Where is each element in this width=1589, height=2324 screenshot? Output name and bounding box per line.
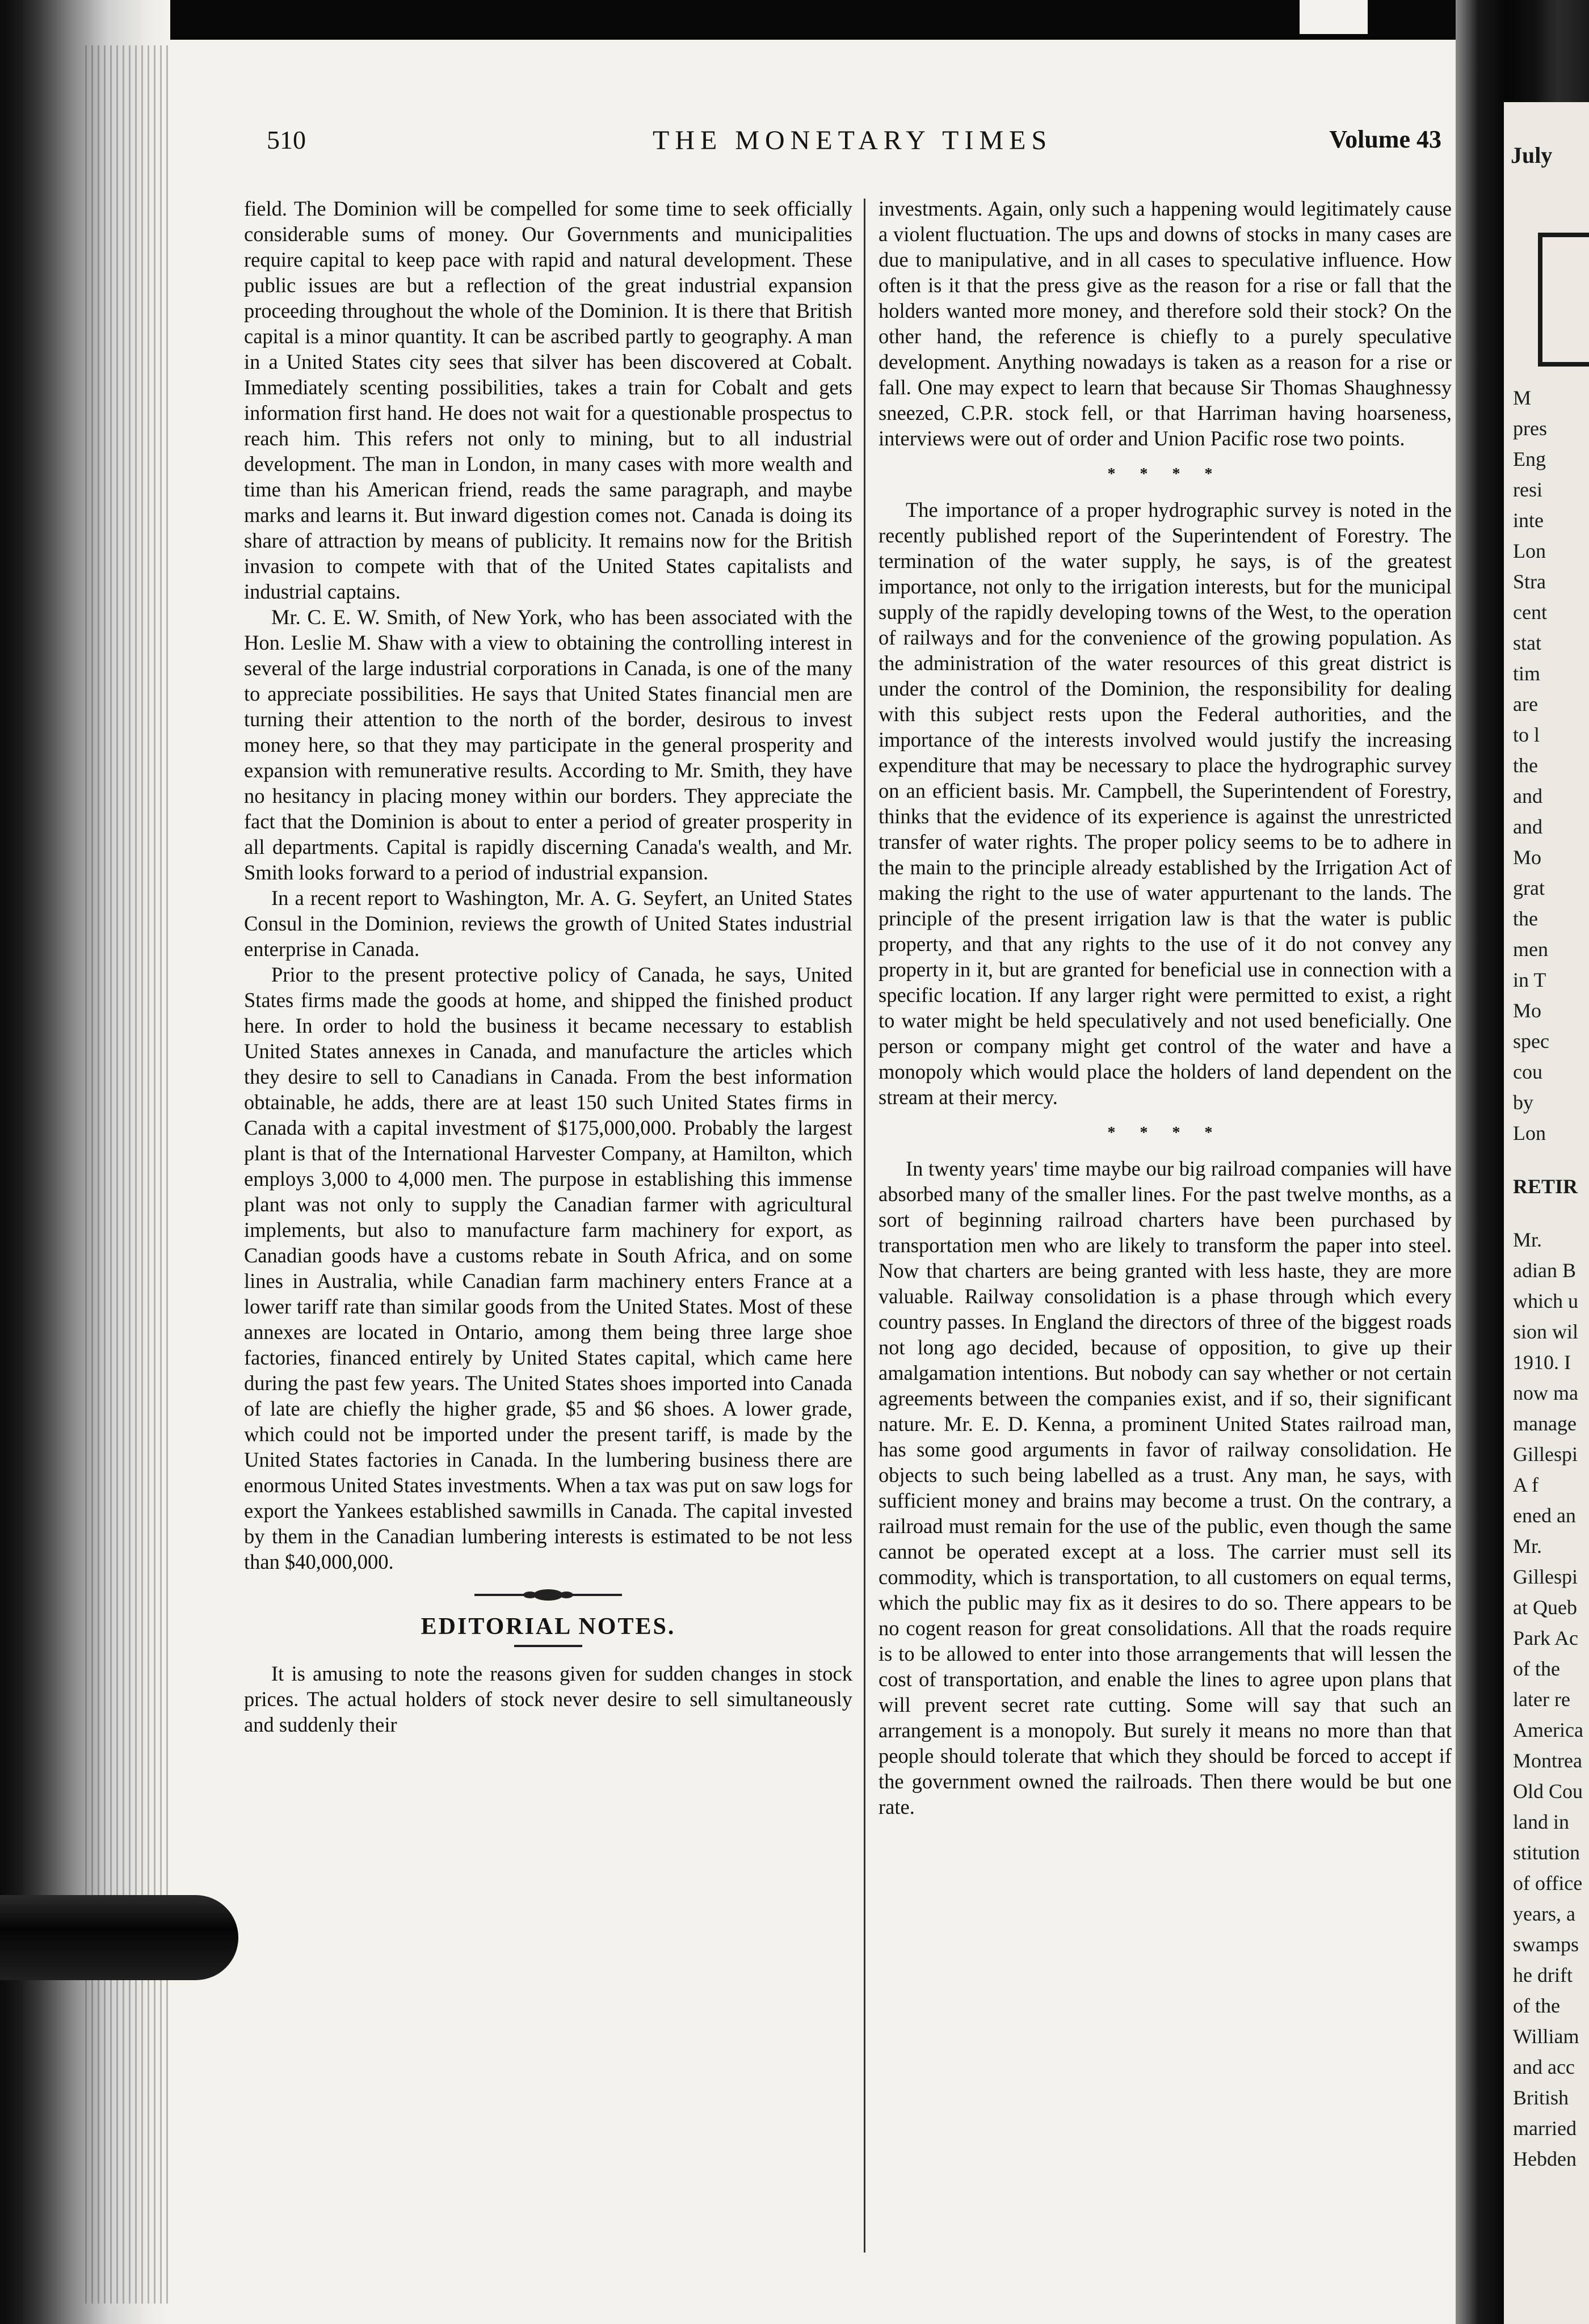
next-page-fragment: America bbox=[1513, 1719, 1583, 1741]
next-page-fragment: the bbox=[1513, 754, 1538, 777]
next-page-fragment: grat bbox=[1513, 877, 1545, 899]
next-page-fragment: of the bbox=[1513, 1994, 1560, 2017]
next-page-month: July bbox=[1511, 142, 1553, 168]
next-page-fragment: sion wil bbox=[1513, 1320, 1579, 1343]
next-page-fragment: inte bbox=[1513, 509, 1544, 532]
next-page-fragment: Hebden bbox=[1513, 2148, 1577, 2170]
next-page-fragment: which u bbox=[1513, 1290, 1578, 1312]
editorial-notes-heading: EDITORIAL NOTES. bbox=[421, 1614, 676, 1640]
next-page-box bbox=[1538, 233, 1589, 367]
next-page-fragment: he drift bbox=[1513, 1964, 1573, 1986]
next-page-fragment: of the bbox=[1513, 1657, 1560, 1680]
next-page-fragment: at Queb bbox=[1513, 1596, 1577, 1619]
next-page-fragment: stat bbox=[1513, 631, 1541, 654]
page-header bbox=[267, 125, 1453, 165]
next-page-fragment: ened an bbox=[1513, 1504, 1576, 1527]
next-page-fragment: Gillespi bbox=[1513, 1443, 1578, 1466]
section-ornament bbox=[244, 1584, 852, 1606]
next-page-fragment: spec bbox=[1513, 1030, 1549, 1052]
next-page-fragment: stitution bbox=[1513, 1841, 1580, 1864]
next-page-fragment: William bbox=[1513, 2025, 1579, 2048]
next-page-fragment: are bbox=[1513, 693, 1538, 715]
next-page-fragment: later re bbox=[1513, 1688, 1570, 1711]
next-page-fragment: manage bbox=[1513, 1412, 1577, 1435]
bookmark-ribbon bbox=[0, 1895, 238, 1980]
article-paragraph: In twenty years' time maybe our big railroad companies will have absorbed many of the smaller lines. For the past twelve months, as a sort of beginning railroad charters have been purchased by transportation men who are likely to transform the paper into steel. Now that charters are being granted with less haste, they are more valuable. Railway consolidation is a phase through which every country passes. In England the directors of three of the biggest roads not long ago decided, because of opposition, to give up their amalgamation intentions. But nobody can say whether or not certain agreements between the companies exist, and if so, their significant nature. Mr. E. D. Kenna, a prominent United States railroad man, has some good arguments in favor of railway consolidation. He objects to such being labelled as a trust. Any man, he says, with sufficient money and brains may become a trust. On the contrary, a railroad must remain for the use of the public, even though the same cannot be operated except at a loss. The carrier must sell its commodity, which is transportation, to all customers on equal terms, which the public may fix as it desires to do so. There appears to be no cogent reason for great consolidations. All that the roads require is to be allowed to enter into those arrangements that will lessen the cost of transportation, and enable the lines to agree upon plans that will prevent secret rate cutting. Some will say that such an arrangement is a monopoly. But surely it means no more than that people should tolerate that which they should be forced to accept if the government owned the railroads. Then there would be but one rate. bbox=[878, 1157, 1452, 1818]
article-paragraph: field. The Dominion will be compelled for some time to seek officially considerable sums of money. Our Governments and municipalities require capital to keep pace with rapid and natural development. These public issues are but a reflection of the great industrial expansion proceeding throughout the whole of the Dominion. It is there that British capital is a minor quantity. It can be ascribed partly to geography. A man in a United States city sees that silver has been discovered at Cobalt. Immediately scenting possibilities, takes a train for Cobalt and gets information first hand. He does not wait for a questionable prospectus to reach him. This refers not only to mining, but to all industrial development. The man in London, in many cases with more wealth and time than his American friend, reads the same paragraph, and maybe marks and learns it. But inward digestion comes not. Canada is doing its share of attraction by means of publicity. It remains now for the British invasion to compete with that of the United States capitalists and industrial captains. bbox=[244, 197, 852, 603]
article-paragraph: investments. Again, only such a happening would legitimately cause a violent fluctuation. The ups and downs of stocks in many cases are due to manipulative, and in all cases to speculative influence. How often is it that the press give as the reason for a rise or fall that the holders wanted more money, and therefore sold their stock? On the other hand, the reference is chiefly to a purely speculative development. Anything nowadays is taken as a reason for a rise or fall. One may expect to learn that because Sir Thomas Shaughnessy sneezed, C.P.R. stock fell, or that Harriman having hoarseness, interviews were out of order and Union Pacific rose two points. bbox=[878, 197, 1452, 450]
next-page-fragment: Montrea bbox=[1513, 1749, 1582, 1772]
next-page-fragment: M bbox=[1513, 386, 1532, 409]
section-separator: * * * * bbox=[1107, 465, 1223, 483]
next-page-fragment: in T bbox=[1513, 969, 1546, 991]
next-page-fragment: and bbox=[1513, 815, 1542, 838]
journal-title: THE MONETARY TIMES bbox=[653, 125, 1053, 155]
editorial-paragraph: It is amusing to note the reasons given for sudden changes in stock prices. The actual holders of stock never desire to sell simultaneously and suddenly their bbox=[244, 1662, 852, 1736]
next-page-fragment: cou bbox=[1513, 1060, 1542, 1083]
next-page-fragment: tim bbox=[1513, 662, 1541, 685]
next-page-fragment: Lon bbox=[1513, 1122, 1546, 1144]
next-page-fragment: A f bbox=[1513, 1473, 1538, 1496]
section-separator: * * * * bbox=[1107, 1124, 1223, 1142]
next-page-fragment: British bbox=[1513, 2086, 1569, 2109]
next-page-fragment: Stra bbox=[1513, 570, 1546, 593]
volume-label: Volume 43 bbox=[1329, 125, 1441, 153]
article-paragraph: Prior to the present protective policy of Canada, he says, United States firms made the goods at home, and shipped the finished product here. In order to hold the business it became necessary to establish United States annexes in Canada, and manufacture the articles which they desire to sell to Canadians in Canada. From the best information obtainable, he adds, there are at least 150 such United States firms in Canada with a capital investment of $175,000,000. Probably the largest plant is that of the International Harvester Company, at Hamilton, which employs 3,000 to 4,000 men. The purpose in establishing this immense plant was not only to supply the Canadian farmer with agricultural implements, but also to manufacture farm machinery for export, as Canadian goods have a customs rebate in South Africa, and on some lines in Australia, while Canadian farm machinery enters France at a lower tariff rate than similar goods from the United States. Most of these annexes are located in Ontario, among them being three large shoe factories, financed entirely by United States capital, which came here during the past few years. The United States shoes imported into Canada of late are chiefly the higher grade, $5 and $6 shoes. A lower grade, which could not be imported under the present tariff, is made by the United States factories in Canada. In the lumbering business there are enormous United States investments. When a tax was put on saw logs for export the Yankees established sawmills in Canada. The capital invested by them in the Canadian lumbering interests is estimated to be not less than $40,000,000. bbox=[244, 963, 852, 1573]
next-page-fragment: Mr. bbox=[1513, 1228, 1542, 1251]
next-page-fragment: Mo bbox=[1513, 846, 1542, 869]
left-column bbox=[244, 196, 852, 1737]
next-page-fragment: Mo bbox=[1513, 999, 1542, 1022]
next-page-fragment: land in bbox=[1513, 1811, 1569, 1833]
next-page-fragment: adian B bbox=[1513, 1259, 1576, 1282]
next-page-fragment: cent bbox=[1513, 601, 1547, 624]
next-page-fragment: married bbox=[1513, 2117, 1577, 2140]
column-divider bbox=[864, 199, 865, 2253]
adjacent-page-fragment bbox=[1504, 102, 1589, 2324]
next-page-fragment: RETIR bbox=[1513, 1175, 1578, 1198]
right-column bbox=[878, 196, 1452, 1820]
next-page-fragment: Mr. bbox=[1513, 1535, 1542, 1557]
next-page-fragment: now ma bbox=[1513, 1382, 1578, 1404]
next-page-fragment: and bbox=[1513, 785, 1542, 807]
page-number: 510 bbox=[267, 125, 306, 154]
next-page-fragment: Lon bbox=[1513, 540, 1546, 562]
next-page-fragment: and acc bbox=[1513, 2056, 1575, 2078]
next-page-fragment: Gillespi bbox=[1513, 1565, 1578, 1588]
article-paragraph: In a recent report to Washington, Mr. A. G. Seyfert, an United States Consul in the Dominion, reviews the growth of United States industrial enterprise in Canada. bbox=[244, 886, 852, 961]
next-page-fragment: resi bbox=[1513, 478, 1542, 501]
next-page-fragment: Old Cou bbox=[1513, 1780, 1583, 1803]
next-page-fragment: Park Ac bbox=[1513, 1627, 1578, 1649]
article-paragraph: The importance of a proper hydrographic survey is noted in the recently published report of the Superintendent of Forestry. The termination of the water supply, he says, is of the greatest importance, not only to the irrigation interests, but for the municipal supply of the rapidly developing towns of the West, to the operation of railways and for the convenience of the growing population. As the administration of the water resources of this great district is under the control of the Dominion, the responsibility for dealing with this subject rests upon the Federal authorities, and the importance of the interests involved would justify the increasing expenditure that may be necessary to place the hydrographic survey on an efficient basis. Mr. Campbell, the Superintendent of Forestry, thinks that the evidence of its experience is against the unrestricted transfer of water rights. The proper policy seems to be to adhere in the main to the principle already established by the Irrigation Act of making the right to the use of water appurtenant to the lands. The principle of the present irrigation law is that the water is public property, and that any rights to the use of it do not convey any property in it, but are granted for beneficial use in connection with a specific location. If any larger right were permitted to exist, a right to water might be held speculatively and not used beneficially. One person or company might get control of the water and have a monopoly which would place the holders of land dependent on the stream at their mercy. bbox=[878, 498, 1452, 1109]
heading-underline bbox=[514, 1645, 582, 1647]
next-page-fragment: the bbox=[1513, 907, 1538, 930]
next-page-fragment: swamps bbox=[1513, 1933, 1579, 1956]
next-page-fragment: men bbox=[1513, 938, 1548, 961]
scan-top-tab bbox=[1300, 0, 1368, 34]
next-page-fragment: of office bbox=[1513, 1872, 1583, 1894]
next-page-fragment: years, a bbox=[1513, 1902, 1575, 1925]
article-paragraph: Mr. C. E. W. Smith, of New York, who has been associated with the Hon. Leslie M. Shaw with a view to obtaining the controlling interest in several of the large industrial corporations in Canada, is one of the many to appreciate possibilities. He says that United States financial men are turning their attention to the north of the border, desirous to invest money here, so that they may participate in the general prosperity and expansion with remunerative results. According to Mr. Smith, they have no hesitancy in placing money within our borders. They appreciate the fact that the Dominion is about to enter a period of greater prosperity in all departments. Capital is rapidly discerning Canada's wealth, and Mr. Smith looks forward to a period of industrial expansion. bbox=[244, 605, 852, 884]
next-page-fragment: 1910. I bbox=[1513, 1351, 1571, 1374]
next-page-fragment: to l bbox=[1513, 723, 1540, 746]
next-page-fragment: Eng bbox=[1513, 448, 1546, 470]
next-page-fragment: by bbox=[1513, 1091, 1533, 1114]
next-page-fragment: pres bbox=[1513, 417, 1547, 440]
ornament-rule-icon bbox=[463, 1584, 633, 1606]
